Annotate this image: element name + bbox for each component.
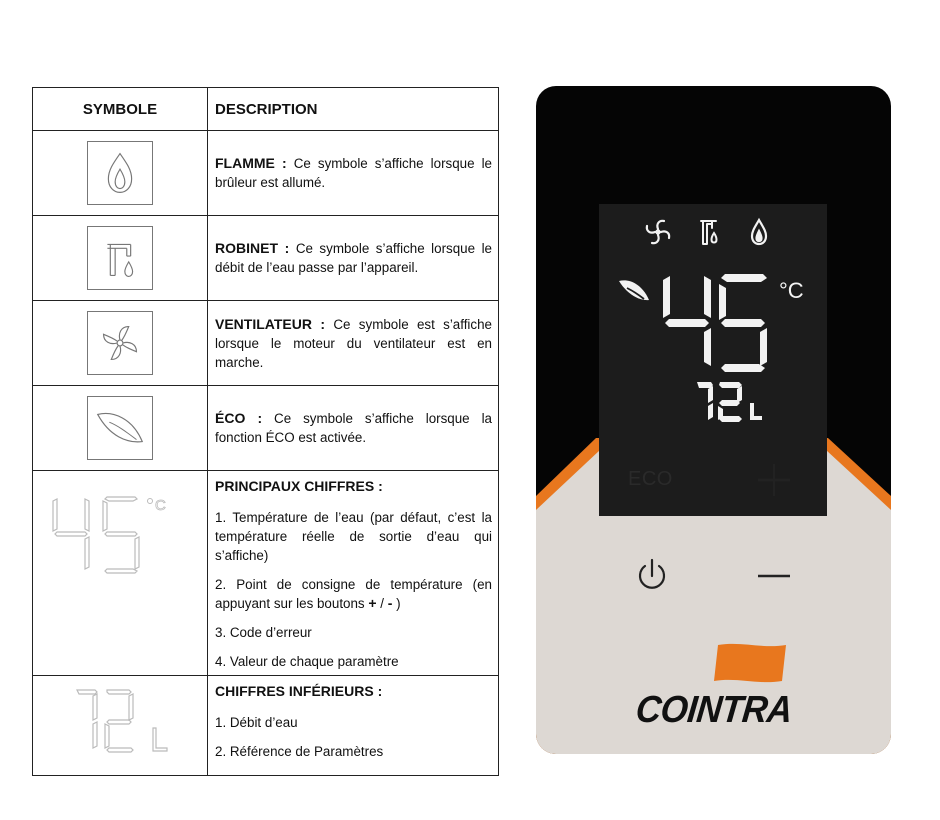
power-icon [634, 554, 670, 594]
row-text: Ce symbole s’affiche lorsque le débit de l’eau passe par l’appareil. [215, 241, 492, 275]
symbol-cell [33, 676, 208, 776]
description-cell [208, 386, 499, 471]
row-title: VENTILATEUR : [215, 315, 326, 332]
flow-digits [697, 382, 762, 422]
flame-icon [752, 220, 766, 244]
minus-symbol: - [387, 595, 393, 611]
symbol-cell [33, 131, 208, 216]
lower-digits-illustration [71, 684, 181, 765]
row-title: FLAMME : [215, 155, 287, 171]
table-row [33, 676, 499, 776]
plus-button[interactable] [754, 460, 794, 500]
row-title: CHIFFRES INFÉRIEURS : [215, 683, 383, 699]
symbol-table [32, 87, 499, 776]
table-row [33, 471, 499, 676]
list-item: 1. Température de l’eau (par défaut, c’est la température réelle de sortie d’eau qui s’affiche) [215, 510, 492, 563]
table-row [33, 131, 499, 216]
leaf-icon [619, 280, 649, 300]
faucet-icon [701, 221, 717, 244]
row-text: Ce symbole s’affiche lorsque la fonction ÉCO est activée. [215, 411, 492, 445]
temperature-digits [663, 274, 767, 372]
symbol-cell [33, 301, 208, 386]
row-text: Ce symbole est s’affiche lorsque le moteur du ventilateur est en marche. [215, 316, 492, 370]
leaf-icon [87, 396, 153, 460]
row-text: Ce symbole s’affiche lorsque le brûleur est allumé. [215, 156, 492, 190]
description-cell [208, 471, 499, 676]
description-cell [208, 131, 499, 216]
table-row [33, 386, 499, 471]
row-title: ÉCO : [215, 410, 263, 426]
description-cell [208, 216, 499, 301]
description-cell [208, 301, 499, 386]
table-row [33, 301, 499, 386]
plus-symbol: + [368, 595, 377, 611]
row-title: PRINCIPAUX CHIFFRES : [215, 478, 383, 494]
brand-flag-icon [712, 639, 788, 687]
list-item: 4. Valeur de chaque paramètre [215, 654, 399, 669]
brand-logo: COINTRA [633, 688, 795, 731]
list-item: 2. Point de consigne de température (en appuyant sur les boutons + / - ) [215, 577, 492, 611]
symbol-cell [33, 386, 208, 471]
water-heater-control-panel [536, 86, 891, 754]
flame-icon [87, 141, 153, 205]
fan-icon [87, 311, 153, 375]
row-title: ROBINET : [215, 240, 290, 256]
description-cell [208, 676, 499, 776]
list-item: 2. Référence de Paramètres [215, 744, 384, 759]
faucet-icon [87, 226, 153, 290]
table-header-row [33, 88, 499, 131]
plus-icon [754, 460, 794, 500]
minus-icon [754, 556, 794, 596]
list-item: 1. Débit d’eau [215, 715, 298, 730]
main-digits-illustration [49, 495, 189, 580]
power-button[interactable] [634, 554, 670, 594]
symbol-cell [33, 216, 208, 301]
table-row [33, 216, 499, 301]
celsius-label: C [155, 497, 166, 514]
description-column-header: DESCRIPTION [208, 88, 499, 131]
minus-button[interactable] [754, 556, 794, 596]
symbol-cell [33, 471, 208, 676]
symbol-column-header: SYMBOLE [33, 88, 208, 131]
fan-icon [647, 221, 669, 243]
temperature-unit: °C [779, 278, 804, 303]
eco-button[interactable]: ECO [628, 468, 673, 490]
list-item: 3. Code d’erreur [215, 625, 312, 640]
